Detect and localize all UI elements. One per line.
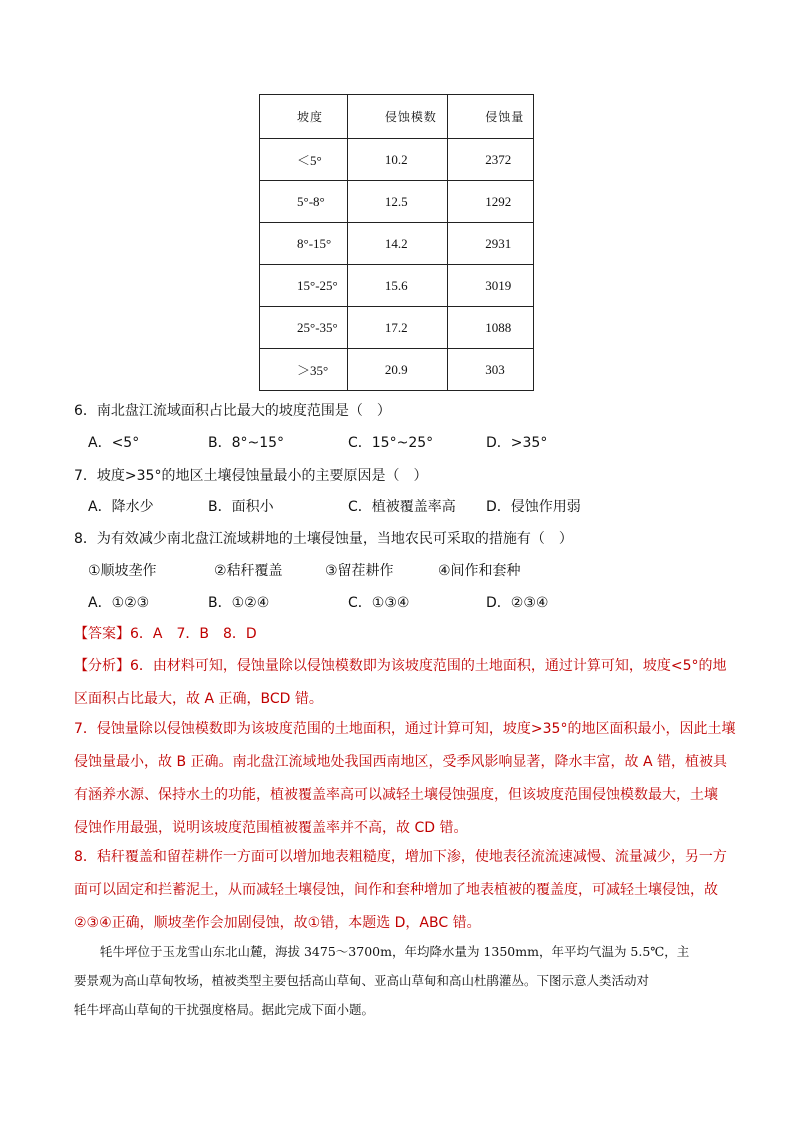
table-cell: 10.2 (347, 139, 447, 181)
table-row (260, 349, 534, 391)
intro-paragraph (74, 942, 724, 1029)
table-cell: 5°-8° (260, 181, 348, 223)
question-8-option-c: C．①③④ (348, 595, 410, 611)
question-8-option-a: A．①②③ (88, 595, 150, 611)
table-row (260, 223, 534, 265)
question-6-option-d: D．>35° (486, 435, 548, 451)
table-header-row (260, 95, 534, 139)
question-7-option-c: C．植被覆盖率高 (348, 499, 456, 515)
analysis-8 (74, 846, 727, 945)
question-8-item: ③留茬耕作 (325, 563, 394, 579)
table-header-cell: 坡度 (260, 95, 348, 139)
analysis-line: ②③④正确，顺坡垄作会加剧侵蚀，故①错，本题选 D，ABC 错。 (74, 915, 481, 931)
table-cell: 303 (448, 349, 534, 391)
analysis-line: 【分析】6．由材料可知，侵蚀量除以侵蚀模数即为该坡度范围的土地面积，通过计算可知，坡度<5°的地 (74, 658, 727, 674)
table-cell: ＞35° (260, 349, 348, 391)
question-7-option-b: B．面积小 (208, 499, 274, 515)
analysis-line: 8．秸秆覆盖和留茬耕作一方面可以增加地表粗糙度，增加下渗，使地表径流流速减慢、流量减少，另一方 (74, 849, 727, 865)
table-cell: ＜5° (260, 139, 348, 181)
analysis-line: 侵蚀量最小，故 B 正确。南北盘江流域地处我国西南地区，受季风影响显著，降水丰富，故 A 错，植被具 (74, 754, 727, 770)
table-header-cell: 侵蚀模数 (347, 95, 447, 139)
analysis-line: 7．侵蚀量除以侵蚀模数即为该坡度范围的土地面积，通过计算可知，坡度>35°的地区面积最小，因此土壤 (74, 721, 736, 737)
table-header-cell: 侵蚀量 (448, 95, 534, 139)
question-8-item: ①顺坡垄作 (88, 563, 157, 579)
question-7-stem: 7．坡度>35°的地区土壤侵蚀量最小的主要原因是（ ） (74, 468, 428, 484)
question-8-stem: 8．为有效减少南北盘江流域耕地的土壤侵蚀量，当地农民可采取的措施有（ ） (74, 531, 573, 547)
table-cell: 3019 (448, 265, 534, 307)
question-6-option-a: A．<5° (88, 435, 140, 451)
question-8-item: ②秸秆覆盖 (214, 563, 283, 579)
analysis-line: 区面积占比最大，故 A 正确，BCD 错。 (74, 691, 323, 707)
table-cell: 17.2 (347, 307, 447, 349)
analysis-line: 面可以固定和拦蓄泥土，从而减轻土壤侵蚀，间作和套种增加了地表植被的覆盖度，可减轻土壤侵蚀，故 (74, 882, 718, 898)
table-cell: 15°-25° (260, 265, 348, 307)
question-8-option-b: B．①②④ (208, 595, 270, 611)
analysis-7 (74, 718, 736, 850)
question-7-option-d: D．侵蚀作用弱 (486, 499, 581, 515)
table-row (260, 181, 534, 223)
table-cell: 1292 (448, 181, 534, 223)
question-6-stem: 6．南北盘江流域面积占比最大的坡度范围是（ ） (74, 403, 391, 419)
intro-line: 牦牛坪位于玉龙雪山东北山麓，海拔 3475～3700m，年均降水量为 1350mm，年平均气温为 5.5℃，主 (100, 944, 690, 959)
analysis-line: 有涵养水源、保持水土的功能，植被覆盖率高可以减轻土壤侵蚀强度，但该坡度范围侵蚀模数最大，土壤 (74, 787, 718, 803)
question-8-item: ④间作和套种 (438, 563, 521, 579)
table-cell: 1088 (448, 307, 534, 349)
table-cell: 2372 (448, 139, 534, 181)
answer-line: 【答案】6．A 7．B 8．D (74, 626, 257, 642)
table-row (260, 139, 534, 181)
question-6-option-b: B．8°~15° (208, 435, 285, 451)
intro-line: 要景观为高山草甸牧场，植被类型主要包括高山草甸、亚高山草甸和高山杜鹃灌丛。下图示意人类活动对 (74, 973, 650, 988)
intro-line: 牦牛坪高山草甸的干扰强度格局。据此完成下面小题。 (74, 1002, 375, 1017)
table-row (260, 307, 534, 349)
question-6-option-c: C．15°~25° (348, 435, 434, 451)
table-cell: 12.5 (347, 181, 447, 223)
erosion-table (259, 94, 534, 391)
table-row (260, 265, 534, 307)
table-cell: 14.2 (347, 223, 447, 265)
table-cell: 20.9 (347, 349, 447, 391)
analysis-line: 侵蚀作用最强，说明该坡度范围植被覆盖率并不高，故 CD 错。 (74, 820, 468, 836)
analysis-6 (74, 655, 727, 721)
table-cell: 2931 (448, 223, 534, 265)
question-8-option-d: D．②③④ (486, 595, 549, 611)
question-7-option-a: A．降水少 (88, 499, 154, 515)
table-cell: 8°-15° (260, 223, 348, 265)
table-cell: 15.6 (347, 265, 447, 307)
table-cell: 25°-35° (260, 307, 348, 349)
